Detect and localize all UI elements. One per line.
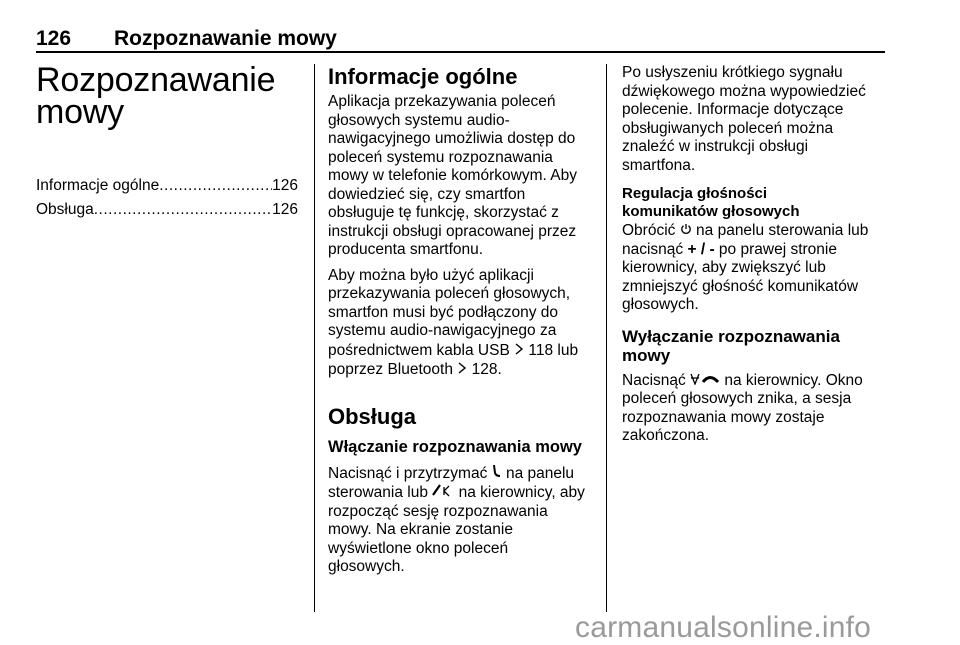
running-title: Rozpoznawanie mowy: [114, 27, 337, 50]
heading-informacje: Informacje ogólne: [328, 64, 518, 89]
info-paragraph-2: Aby można było użyć aplikacji przekazywania poleceń głosowych, smartfon musi być podłączony do systemu audio-nawigacyjnego za pośrednictwem kabla USB 118 lub poprzez Bluetooth 128.: [328, 266, 579, 378]
toc-entry-obsluga[interactable]: [36, 198, 298, 222]
column-divider-1: [314, 64, 315, 612]
ref-arrow-icon: [514, 341, 524, 360]
column-divider-2: [606, 64, 607, 612]
plus-minus-label: + / -: [687, 240, 715, 258]
header-rule: [36, 51, 885, 53]
subheading-wylaczanie: Wyłączanie rozpoznawania mowy: [622, 326, 840, 365]
steering-voice-icon: [432, 483, 454, 502]
toc-entry-informacje[interactable]: [36, 174, 298, 198]
toc-page: 126: [272, 201, 298, 218]
end-call-icon: [690, 371, 720, 390]
activation-paragraph: Nacisnąć i przytrzymać na panelu sterowania lub na kierownicy, aby rozpocząć sesję rozpoznawania mowy. Na ekranie zostanie wyświetlone okno poleceń głosowych.: [328, 464, 585, 575]
column-1: [36, 61, 298, 222]
bluetooth-page-link[interactable]: 128: [471, 361, 498, 378]
volume-paragraph: Obrócić na panelu sterowania lub nacisnąć + / - po prawej stronie kierownicy, aby zwiększyć lub zmniejszyć głośność komunikatów głosowych.: [622, 222, 869, 313]
toc-label: Informacje ogólne: [36, 177, 160, 194]
chapter-title: Rozpoznawanie mowy: [36, 61, 276, 131]
continuation-paragraph: Po usłyszeniu krótkiego sygnału dźwiękowego można wypowiedzieć polecenie. Informacje dotyczące obsługiwanych poleceń można znaleźć w instrukcji obsługi smartfona.: [622, 64, 866, 174]
page-header: [36, 27, 885, 51]
volume-knob-icon: [680, 221, 692, 240]
heading-obsluga: Obsługa: [328, 403, 417, 429]
toc-leader: [94, 198, 272, 222]
ref-arrow-icon: [457, 360, 467, 379]
usb-page-link[interactable]: 118: [528, 341, 554, 359]
info-paragraph-1: Aplikacja przekazywania poleceń głosowych systemu audio- nawigacyjnego umożliwia dostęp do poleceń systemu rozpoznawania mowy w telefonie komórkowym. Aby dowiedzieć się, czy smartfon obsługuje tę funkcję, skorzystać z instrukcji obsługi opracowanej przez producenta smartfonu.: [328, 93, 577, 258]
deactivation-paragraph: Nacisnąć na kierownicy. Okno poleceń głosowych znika, a sesja rozpoznawania mowy zostaje zakończona.: [622, 371, 863, 444]
page-number: 126: [36, 27, 72, 50]
subheading-glosnosc: Regulacja głośności komunikatów głosowych: [622, 185, 800, 220]
column-3: [622, 64, 884, 453]
watermark: carmanualsonline.info: [575, 611, 872, 644]
subheading-wlaczanie: Włączanie rozpoznawania mowy: [328, 437, 582, 456]
toc-label: Obsługa: [36, 201, 94, 218]
toc-page: 126: [272, 177, 298, 194]
column-2: [328, 64, 590, 584]
voice-button-icon: [492, 464, 502, 483]
toc-leader: [159, 174, 272, 198]
